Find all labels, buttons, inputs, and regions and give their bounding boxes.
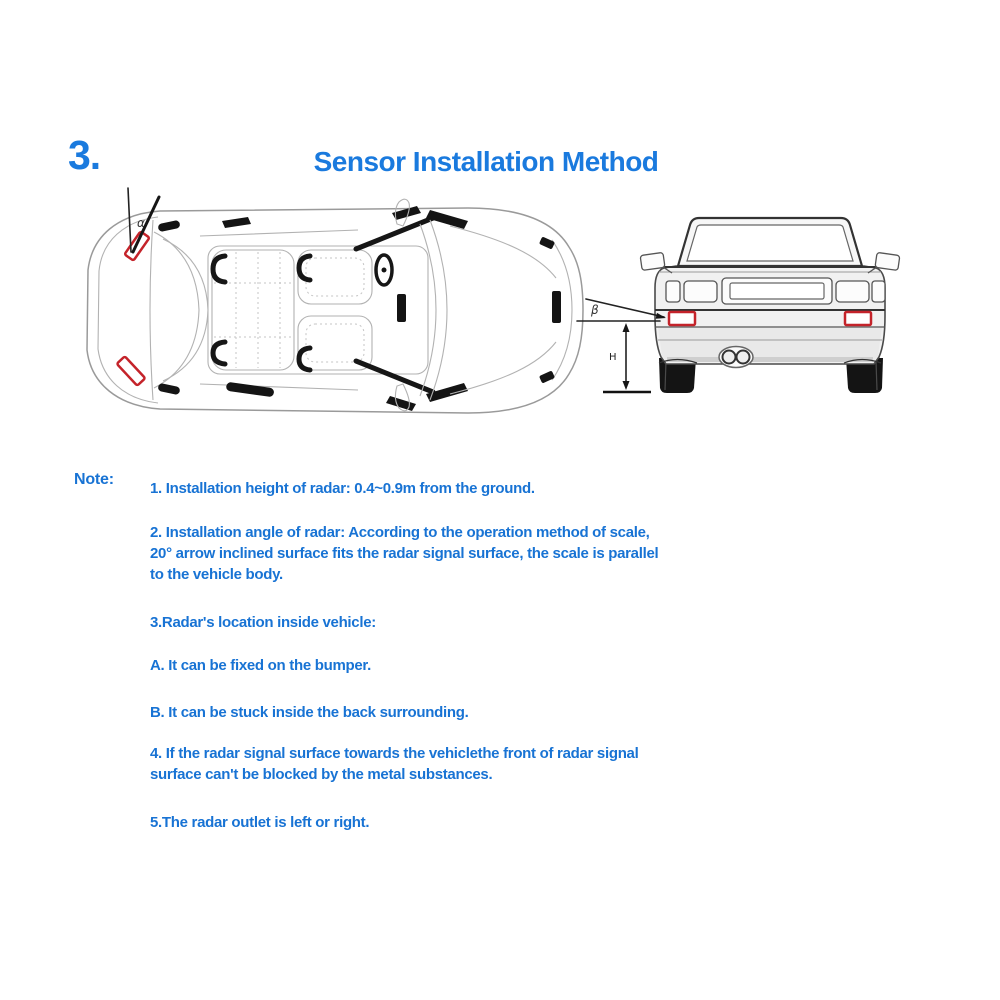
note-line: 3.Radar's location inside vehicle: (150, 614, 376, 631)
tail-light-right-small (872, 281, 885, 302)
note-line: 4. If the radar signal surface towards the vehiclethe front of radar signal (150, 745, 639, 762)
center-console (397, 294, 406, 322)
note-line: A. It can be fixed on the bumper. (150, 657, 371, 674)
note-line: 1. Installation height of radar: 0.4~0.9m from the ground. (150, 480, 535, 497)
tail-panel (666, 278, 885, 304)
note-item-b (150, 702, 750, 723)
car-body-outline (87, 208, 583, 413)
license-plate (730, 283, 824, 299)
height-label: H (609, 352, 617, 363)
car-top-view (87, 188, 583, 413)
note-item-5 (150, 812, 750, 833)
note-line: 20° arrow inclined surface fits the radar signal surface, the scale is parallel (150, 545, 659, 562)
tail-light-left (684, 281, 717, 302)
section-number: 3. (68, 132, 101, 178)
bumper-sensor-left (669, 312, 695, 325)
note-line: 5.The radar outlet is left or right. (150, 814, 370, 831)
beta-label: β (591, 303, 599, 317)
bumper-sensor-right (845, 312, 871, 325)
rear-windshield (687, 225, 853, 261)
alpha-label: α (137, 216, 145, 230)
note-line: surface can't be blocked by the metal substances. (150, 766, 493, 783)
note-line: B. It can be stuck inside the back surrounding. (150, 704, 469, 721)
tail-light-right (836, 281, 869, 302)
note-line: 2. Installation angle of radar: According to the operation method of scale, (150, 524, 650, 541)
note-item-2 (150, 522, 750, 585)
note-item-3 (150, 612, 750, 633)
note-line: to the vehicle body. (150, 566, 283, 583)
note-item-1 (150, 478, 750, 499)
note-label: Note: (74, 471, 114, 488)
tail-light-left-small (666, 281, 680, 302)
exhaust-pipes (719, 347, 753, 368)
installation-diagram (55, 175, 925, 445)
note-item-4 (150, 743, 750, 785)
car-rear-view (640, 218, 900, 393)
page-title: Sensor Installation Method (313, 146, 659, 177)
dimension-annotation (577, 299, 666, 392)
note-item-a (150, 655, 750, 676)
